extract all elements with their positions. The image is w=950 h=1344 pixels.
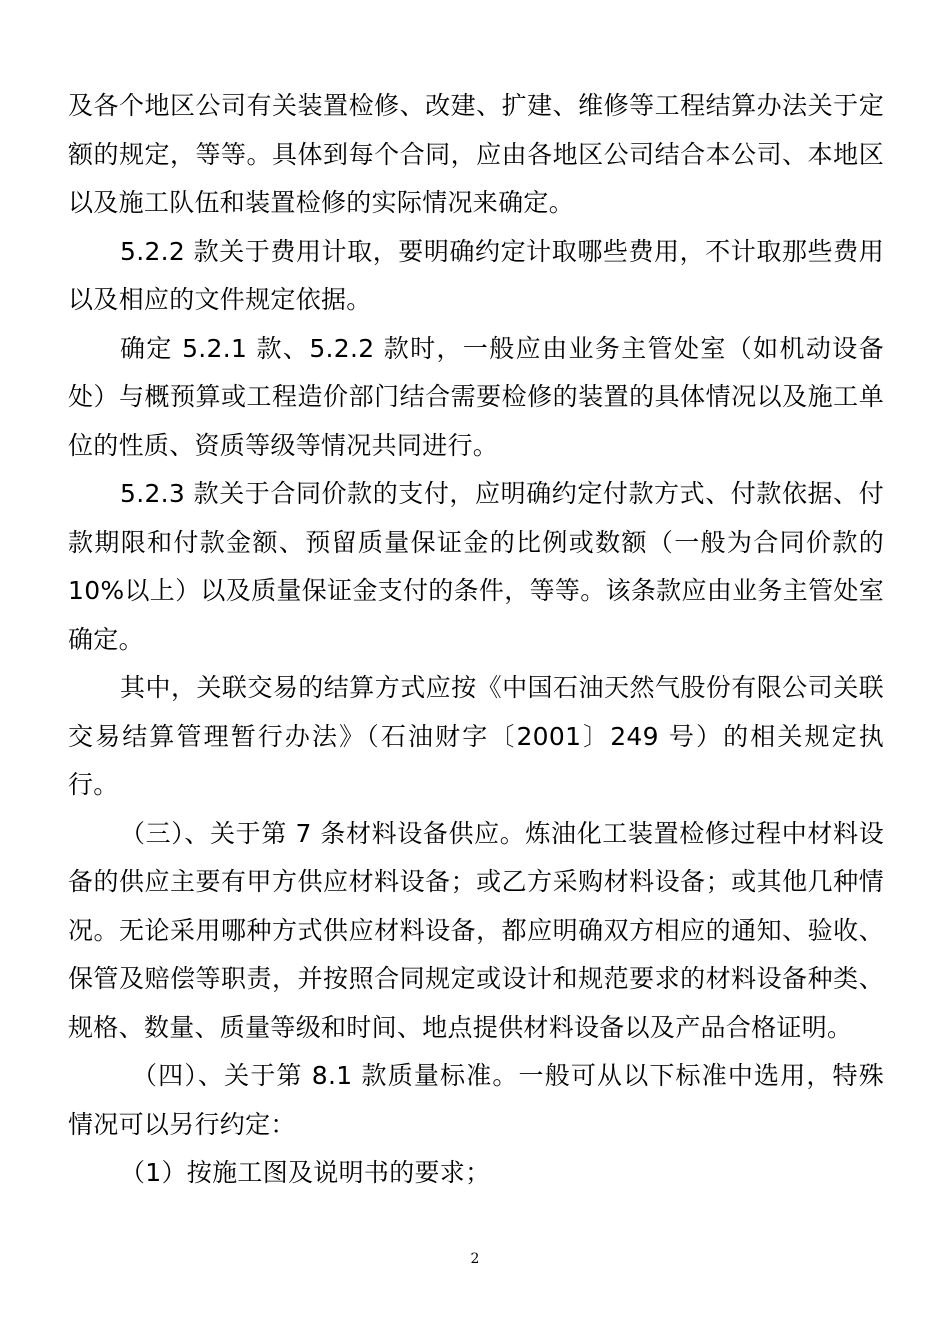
paragraph-confirm-5-2-1: 确定 5.2.1 款、5.2.2 款时，一般应由业务主管处室（如机动设备处）与概预算或工程造价部门结合需要检修的装置的具体情况以及施工单位的性质、资质等级等情况共同进行。 [68, 333, 884, 460]
document-body [68, 82, 884, 1198]
paragraph-5-2-3: 5.2.3 款关于合同价款的支付，应明确约定付款方式、付款依据、付款期限和付款金额、预留质量保证金的比例或数额（一般为合同价款的10%以上）以及质量保证金支付的条件，等等。该条款应由业务主管处室确定。 [68, 479, 884, 654]
paragraph-section-three: （三）、关于第 7 条材料设备供应。炼油化工装置检修过程中材料设备的供应主要有甲方供应材料设备；或乙方采购材料设备；或其他几种情况。无论采用哪种方式供应材料设备，都应明确双方相应的通知、验收、保管及赔偿等职责，并按照合同规定或设计和规范要求的材料设备种类、规格、数量、质量等级和时间、地点提供材料设备以及产品合格证明。 [68, 818, 884, 1042]
paragraph-continuation: 及各个地区公司有关装置检修、改建、扩建、维修等工程结算办法关于定额的规定，等等。具体到每个合同，应由各地区公司结合本公司、本地区以及施工队伍和装置检修的实际情况来确定。 [68, 91, 884, 217]
paragraph-item-1: （1）按施工图及说明书的要求； [120, 1158, 491, 1187]
page-number: 2 [470, 1251, 480, 1267]
paragraph-section-four: （四）、关于第 8.1 款质量标准。一般可从以下标准中选用，特殊情况可以另行约定： [68, 1061, 884, 1139]
paragraph-related-transactions: 其中，关联交易的结算方式应按《中国石油天然气股份有限公司关联交易结算管理暂行办法》（石油财字〔2001〕249 号）的相关规定执行。 [68, 673, 884, 799]
paragraph-5-2-2: 5.2.2 款关于费用计取，要明确约定计取哪些费用，不计取那些费用以及相应的文件规定依据。 [68, 236, 884, 314]
